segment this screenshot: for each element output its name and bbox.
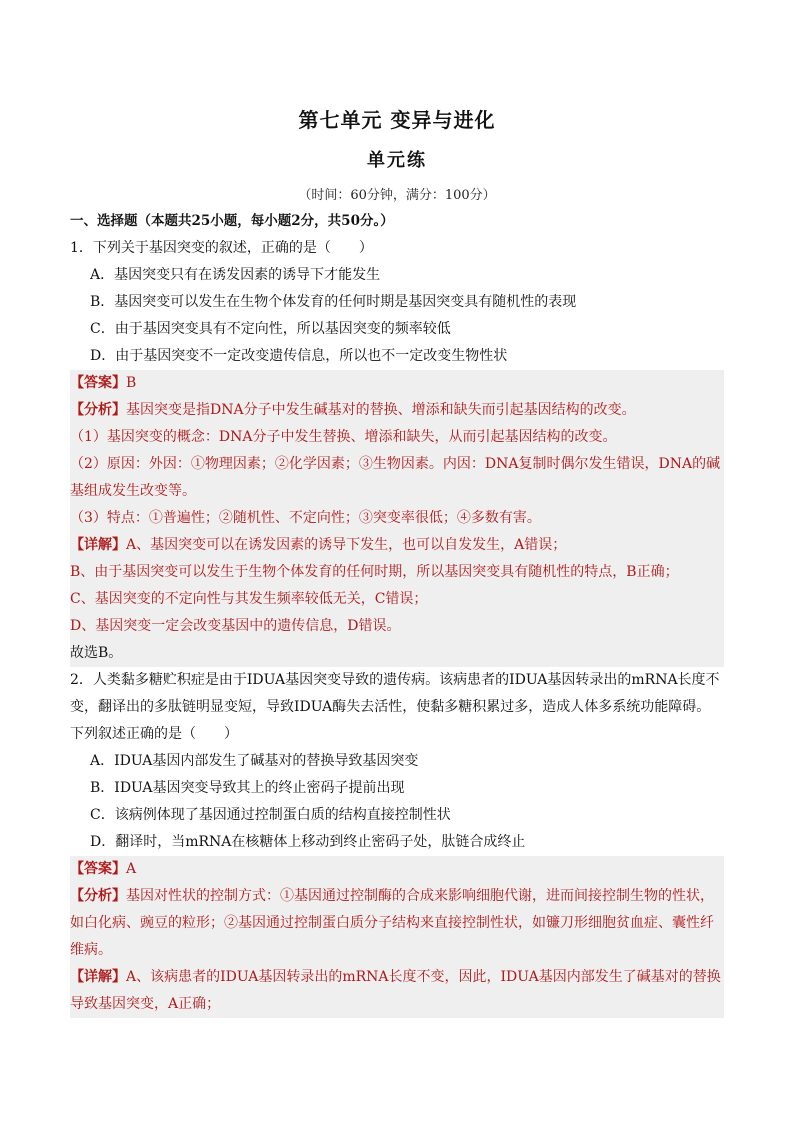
q2-option-d: D．翻译时，当mRNA在核糖体上移动到终止密码子处，肽链合成终止 bbox=[90, 834, 526, 850]
q2-analysis-0: 【分析】基因对性状的控制方式：①基因通过控制酶的合成来影响细胞代谢，进而间接控制生物的性状， bbox=[70, 888, 714, 904]
q1-option-d: D．由于基因突变不一定改变遗传信息，所以也不一定改变生物性状 bbox=[90, 348, 508, 364]
q1-analysis-3: 基组成发生改变等。 bbox=[70, 483, 196, 499]
q1-analysis-1: （1）基因突变的概念：DNA分子中发生替换、增添和缺失，从而引起基因结构的改变。 bbox=[70, 429, 617, 445]
section-heading: 一、选择题（本题共25小题，每小题2分，共50分。） bbox=[70, 213, 394, 229]
q2-answer: 【答案】A bbox=[70, 861, 137, 877]
q2-option-b: B．IDUA基因突变导致其上的终止密码子提前出现 bbox=[90, 780, 405, 796]
exam-info: （时间：60分钟，满分：100分） bbox=[298, 188, 496, 203]
q2-analysis-1: 如白化病、豌豆的粒形；②基因通过控制蛋白质分子结构来直接控制性状，如镰刀形细胞贫血症、囊性纤 bbox=[70, 915, 714, 931]
content bbox=[70, 208, 724, 1018]
q2-stem-1: 变，翻译出的多肽链明显变短，导致IDUA酶失去活性，使黏多糖积累过多，造成人体多系统功能障碍。 bbox=[70, 699, 711, 715]
q2-option-c: C．该病例体现了基因通过控制蛋白质的结构直接控制性状 bbox=[90, 807, 451, 823]
q2-option-a: A．IDUA基因内部发生了碱基对的替换导致基因突变 bbox=[90, 753, 419, 769]
q2-analysis-2: 维病。 bbox=[70, 942, 112, 958]
q1-detail-3: D、基因突变一定会改变基因中的遗传信息，D错误。 bbox=[70, 618, 401, 634]
q2-stem-0: 2．人类黏多糖贮积症是由于IDUA基因突变导致的遗传病。该病患者的IDUA基因转录出的mRNA长度不 bbox=[70, 672, 720, 688]
q1-solution-block bbox=[70, 370, 724, 667]
unit-title: 第七单元 变异与进化 bbox=[298, 108, 496, 132]
q1-detail-2: C、基因突变的不定向性与其发生频率较低无关，C错误； bbox=[70, 591, 428, 607]
q1-option-a: A．基因突变只有在诱发因素的诱导下才能发生 bbox=[90, 267, 381, 283]
q1-stem: 1．下列关于基因突变的叙述，正确的是（ ） bbox=[70, 240, 373, 256]
q1-detail-4: 故选B。 bbox=[70, 645, 123, 661]
q2-detail-1: 导致基因突变，A正确； bbox=[70, 996, 221, 1012]
subtitle: 单元练 bbox=[367, 150, 427, 171]
q1-analysis-2: （2）原因：外因：①物理因素；②化学因素；③生物因素。内因：DNA复制时偶尔发生错误，DNA的碱 bbox=[70, 456, 721, 472]
q1-analysis-4: （3）特点：①普遍性；②随机性、不定向性；③突变率很低；④多数有害。 bbox=[70, 510, 541, 526]
q1-option-c: C．由于基因突变具有不定向性，所以基因突变的频率较低 bbox=[90, 321, 451, 337]
q1-answer: 【答案】B bbox=[70, 375, 137, 391]
q2-stem-2: 下列叙述正确的是（ ） bbox=[70, 726, 238, 742]
q1-detail-1: B、由于基因突变可以发生于生物个体发育的任何时期，所以基因突变具有随机性的特点，B正确； bbox=[70, 564, 679, 580]
q2-solution-block bbox=[70, 856, 724, 1018]
q1-analysis-0: 【分析】基因突变是指DNA分子中发生碱基对的替换、增添和缺失而引起基因结构的改变。 bbox=[70, 402, 636, 418]
q1-option-b: B．基因突变可以发生在生物个体发育的任何时期是基因突变具有随机性的表现 bbox=[90, 294, 577, 310]
q1-detail-0: 【详解】A、基因突变可以在诱发因素的诱导下发生，也可以自发发生，A错误； bbox=[70, 537, 567, 553]
q2-detail-0: 【详解】A、该病患者的IDUA基因转录出的mRNA长度不变，因此，IDUA基因内部发生了碱基对的替换 bbox=[70, 969, 721, 985]
